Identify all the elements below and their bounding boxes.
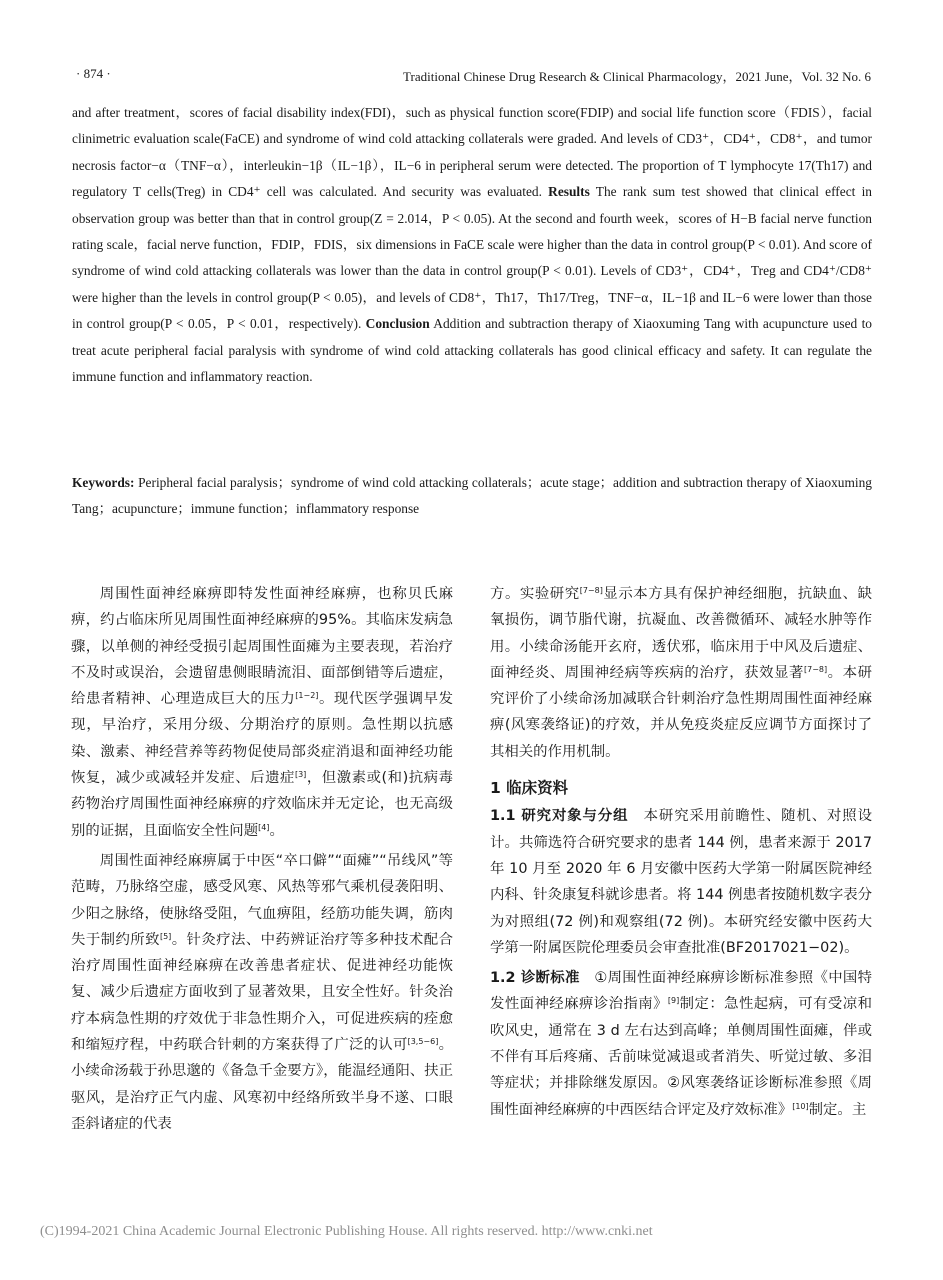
intro-paragraph-2: 周围性面神经麻痹属于中医“卒口僻”“面瘫”“吊线风”等范畴，乃脉络空虚，感受风寒、风热等邪气乘机侵袭阳明、少阳之脉络，使脉络受阻，气血痹阻，经筋功能失调，筋肉失于制约所致[5]。针灸疗法、中药辨证治疗等多种技术配合治疗周围性面神经麻痹在改善患者症状、促进神经功能恢复、减少后遗症方面收到了显著效果，且安全性好。针灸治疗本病急性期的疗效优于非急性期介入，可促进疾病的痊愈和缩短疗程，中药联合针刺的方案获得了广泛的认可[3,5−6]。小续命汤载于孙思邈的《备急千金要方》，能温经通阳、扶正驱风，是治疗正气内虚、风寒初中经络所致半身不遂、口眼歪斜诸症的代表 [71, 852, 453, 1132]
subsection-1-1: 1.1 研究对象与分组 本研究采用前瞻性、随机、对照设计。共筛选符合研究要求的患者 144 例，患者来源于 2017 年 10 月至 2020 年 6 月安徽中医药大学第一附属医院神经内科、针灸康复科就诊患者。将 144 例患者按随机数字表分为对照组(72 例)和观察组(72 例)。本研究经安徽中医药大学第一附属医院伦理委员会审查批准(BF2017021−02)。 [490, 808, 872, 956]
citation[interactable]: [10] [792, 1101, 809, 1111]
conclusion-label: Conclusion [365, 316, 430, 332]
right-column [490, 581, 872, 1127]
subsection-title: 1.1 研究对象与分组 [490, 808, 629, 825]
running-header [70, 66, 871, 86]
abstract-methods-text: and after treatment，scores of facial disability index(FDI)，such as physical function score(FDIP) and social life function score（FDIS），facial clinimetric evaluation scale(FaCE) and syndrome of wind cold attacking collaterals were graded. And levels of CD3⁺，CD4⁺，CD8⁺，and tumor necrosis factor−α（TNF−α），interleukin−1β（IL−1β），IL−6 in peripheral serum were detected. The proportion of T lymphocyte 17(Th17) and regulatory T cells(Treg) in CD4⁺ cell was calculated. And security was evaluated. [72, 105, 872, 200]
citation[interactable]: [7−8] [579, 586, 603, 595]
citation[interactable]: [1−2] [295, 691, 319, 701]
intro-paragraph-1: 周围性面神经麻痹即特发性面神经麻痹，也称贝氏麻痹，约占临床所见周围性面神经麻痹的95%。其临床发病急骤，以单侧的神经受损引起周围性面瘫为主要表现，若治疗不及时或误治，会遗留患侧眼睛流泪、面部倒错等后遗症，给患者精神、心理造成巨大的压力[1−2]。现代医学强调早发现，早治疗，采用分级、分期治疗的原则。急性期以抗感染、激素、神经营养等药物促使局部炎症消退和面神经功能恢复，减少或减轻并发症、后遗症[3]，但激素或(和)抗病毒药物治疗周围性面神经麻痹的疗效临床并无定论，也无高级别的证据，且面临安全性问题[4]。 [71, 586, 453, 839]
citation[interactable]: [9] [667, 996, 680, 1006]
left-column [71, 581, 453, 1141]
keywords-text: Peripheral facial paralysis；syndrome of wind cold attacking collaterals；acute stage；addition and subtraction therapy of Xiaoxuming Tang；acupuncture；immune function；inflammatory response [72, 475, 872, 517]
results-label: Results [548, 184, 590, 200]
abstract-conclusion-text: Addition and subtraction therapy of Xiaoxuming Tang with acupuncture used to treat acute peripheral facial paralysis with syndrome of wind cold attacking collaterals has good clinical efficacy and safety. It can regulate the immune function and inflammatory reaction. [72, 316, 873, 385]
intro-paragraph-3: 方。实验研究[7−8]显示本方具有保护神经细胞，抗缺血、缺氧损伤，调节脂代谢，抗凝血、改善微循环、减轻水肿等作用。小续命汤能开玄府，透伏邪，临床用于中风及后遗症、面神经炎、周围神经病等疾病的治疗，获效显著[7−8]。本研究评价了小续命汤加减联合针刺治疗急性期周围性面神经麻痹(风寒袭络证)的疗效，并从免疫炎症反应调节方面探讨了其相关的作用机制。 [490, 586, 872, 760]
page-number: · 874 · [76, 66, 111, 81]
journal-citation: Traditional Chinese Drug Research & Clinical Pharmacology，2021 June，Vol. 32 No. 6 [403, 69, 871, 84]
abstract-results-text: The rank sum test showed that clinical effect in observation group was better than that in control group(Z = 2.014，P < 0.05). At the second and fourth week，scores of H−B facial nerve function rating scale，facial nerve function，FDIP，FDIS，six dimensions in FaCE scale were higher than the data in control group(P < 0.01). And score of syndrome of wind cold attacking collaterals was lower than the data in control group(P < 0.01). Levels of CD3⁺，CD4⁺，Treg and CD4⁺/CD8⁺ were higher than the levels in control group(P < 0.05)，and levels of CD8⁺，Th17，Th17/Treg，TNF−α，IL−1β and IL−6 were lower than those in control group(P < 0.05，P < 0.01，respectively). [72, 184, 872, 332]
keywords [72, 470, 872, 523]
section-heading: 1 临床资料 [490, 779, 569, 798]
citation[interactable]: [7−8] [804, 664, 828, 674]
citation[interactable]: [4] [258, 822, 270, 832]
citation[interactable]: [5] [159, 931, 172, 941]
citation[interactable]: [3,5−6] [407, 1037, 439, 1047]
english-abstract [72, 100, 872, 390]
citation[interactable]: [3] [294, 770, 307, 780]
subsection-1-2: 1.2 诊断标准 ①周围性面神经麻痹诊断标准参照《中国特发性面神经麻痹诊治指南》[9]制定：急性起病，可有受凉和吹风史，通常在 3 d 左右达到高峰；单侧周围性面瘫，伴或不伴有耳后疼痛、舌前味觉减退或者消失、听觉过敏、多泪等症状；并排除继发原因。②风寒袭络证诊断标准参照《周围性面神经麻痹的中西医结合评定及疗效标准》[10]制定。主 [490, 970, 872, 1118]
copyright-footer: (C)1994-2021 China Academic Journal Electronic Publishing House. All rights reserved. http://www.cnki.net [40, 1224, 653, 1239]
subsection-title: 1.2 诊断标准 [490, 970, 580, 987]
keywords-label: Keywords: [72, 475, 135, 490]
